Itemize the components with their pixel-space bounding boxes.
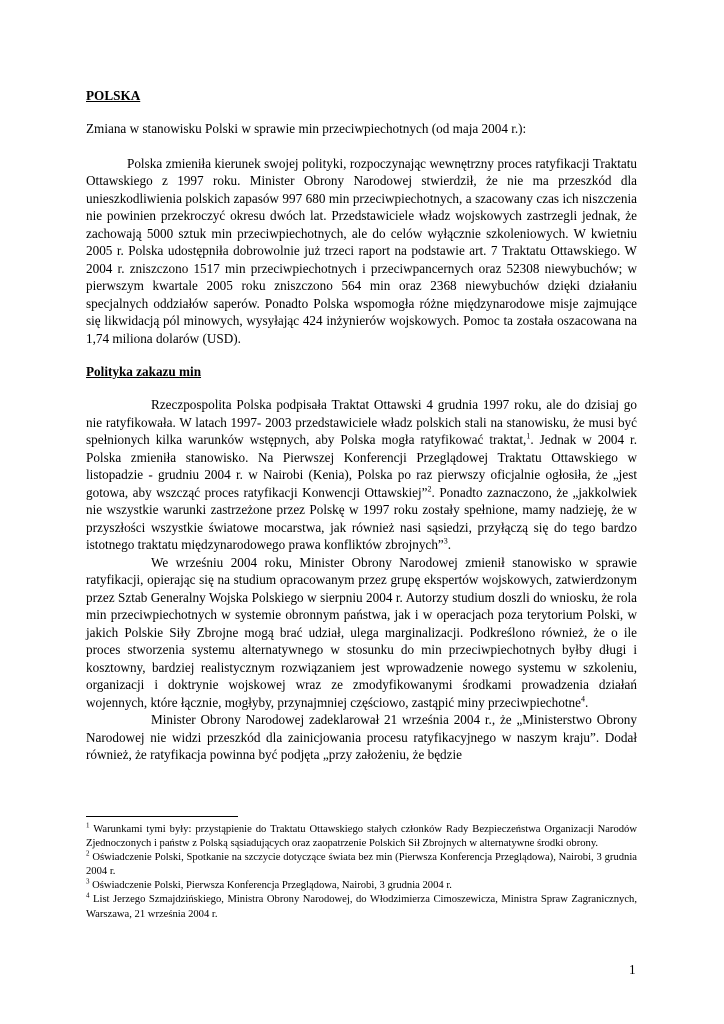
footnote-ref-1[interactable]: 1 [526, 431, 531, 441]
text-run: We wrześniu 2004 roku, Minister Obrony Narodowej zmienił stanowisko w sprawie ratyfikacji, opierając się na studium opracowanym przez grupę ekspertów wojskowych, zatwierdzonym przez Sztab Generalny Wojska Polskiego w sierpniu 2004 r. Autorzy studium doszli do wniosku, że rola min przeciwpiechotnych w systemie obronnym państwa, jak i w operacjach poza terytorium Polski, w jakich Polskie Siły Zbrojne mogą brać udział, ulega marginalizacji. Podkreślono również, że o ile proces stworzenia systemu alternatywnego w stosunku do min przeciwpiechotnych byłby długi i kosztowny, bardziej realistycznym rozwiązaniem jest wprowadzenie nowego systemu w szkoleniu, organizacji i doktrynie wojskowej wraz ze zmodyfikowanymi środkami prowadzenia działań wojennych, które łącznie, mogłyby, przynajmniej częściowo, zastąpić miny przeciwpiechotne [86, 554, 637, 710]
footnote-1 [86, 823, 637, 851]
text-run: . [447, 537, 452, 552]
footnote-divider [86, 816, 238, 817]
footnote-text: List Jerzego Szmajdzińskiego, Ministra Obrony Narodowej, do Włodzimierza Cimoszewicza, Ministra Spraw Zagranicznych, Warszawa, 21 września 2004 r. [86, 894, 637, 920]
footnote-4 [86, 893, 637, 921]
body-text [86, 87, 637, 764]
footnote-number: 4 [86, 891, 90, 900]
paragraph-4: Minister Obrony Narodowej zadeklarował 21 września 2004 r., że „Ministerstwo Obrony Narodowej nie widzi przeszkód dla zainicjowania procesu ratyfikacyjnego w naszym kraju”. Dodał również, że ratyfikacja powinna być podjęta „przy założeniu, że będzie [86, 712, 637, 762]
footnote-number: 3 [86, 877, 90, 886]
text-run: . Ponadto zaznaczono, że „jakkolwiek nie wszystkie warunki zastrzeżone przez Polskę w 1997 roku zostały spełnione, mamy nadzieję, że w przyszłości wszystkie światowe mocarstwa, jak również nasi sąsiedzi, przyłączą się do tego bardzo istotnego traktatu międzynarodowego prawa konfliktów zbrojnych” [86, 484, 637, 552]
footnote-text: Oświadczenie Polski, Spotkanie na szczycie dotyczące świata bez min (Pierwsza Konferencja Przeglądowa), Nairobi, 3 grudnia 2004 r. [86, 852, 637, 878]
footnote-text: Warunkami tymi były: przystąpienie do Traktatu Ottawskiego stałych członków Rady Bezpieczeństwa Organizacji Narodów Zjednoczonych i państw z Polską sąsiadujących oraz zaopatrzenie Polskich Sił Zbrojnych w alternatywne środki obrony. [86, 824, 637, 850]
footnotes [86, 823, 637, 922]
section-subtitle: Zmiana w stanowisku Polski w sprawie min przeciwpiechotnych (od maja 2004 r.): [86, 121, 527, 136]
text-run: Rzeczpospolita Polska podpisała Traktat Ottawski 4 grudnia 1997 roku, ale do dzisiaj go nie ratyfikowała. W latach 1997- 2003 przedstawiciele władz polskich stali na stanowisku, że musi być spełnionych kilka warunków wstępnych, aby Polska mogła ratyfikować traktat, [86, 397, 637, 447]
footnote-number: 2 [86, 849, 90, 858]
footnote-2 [86, 851, 637, 879]
section-heading-policy: Polityka zakazu min [86, 364, 202, 379]
footnote-number: 1 [86, 821, 90, 830]
paragraph-1: Polska zmieniła kierunek swojej polityki, rozpoczynając wewnętrzny proces ratyfikacji Traktatu Ottawskiego z 1997 roku. Minister Obrony Narodowej stwierdził, że nie ma przeszkód dla unieszkodliwienia polskich zapasów 997 680 min przeciwpiechotnych, a szacowany czas ich niszczenia nie powinien przekroczyć okresu dwóch lat. Przedstawiciele władz wojskowych zastrzegli jednak, że zachowają 5000 sztuk min przeciwpiechotnych, ale do celów wyłącznie szkoleniowych. W kwietniu 2005 r. Polska udostępniła dobrowolnie już trzeci raport na podstawie art. 7 Traktatu Ottawskiego. W 2004 r. zniszczono 1517 min przeciwpiechotnych i przeciwpancernych oraz 52308 niewybuchów; w pierwszym kwartale 2005 roku zniszczono 564 min oraz 2368 niewybuchów dzięki działaniu specjalnych oddziałów saperów. Ponadto Polska wspomogła różne międzynarodowe misje zajmujące się likwidacją pól minowych, wysyłając 424 inżynierów wojskowych. Pomoc ta została oszacowana na 1,74 miliona dolarów (USD). [86, 155, 637, 346]
footnote-ref-4[interactable]: 4 [580, 694, 585, 704]
page-number: 1 [629, 962, 636, 977]
footnote-ref-2[interactable]: 2 [427, 484, 432, 494]
section-heading-polska: POLSKA [86, 88, 141, 103]
text-run: . [584, 694, 589, 710]
footnote-text: Oświadczenie Polski, Pierwsza Konferencja Przeglądowa, Nairobi, 3 grudnia 2004 r. [89, 880, 452, 892]
paragraph-3 [86, 554, 637, 712]
footnote-ref-3[interactable]: 3 [443, 536, 448, 546]
paragraph-2 [86, 396, 637, 554]
footnote-3 [86, 879, 637, 893]
text-run: . Jednak w 2004 r. Polska zmieniła stanowisko. Na Pierwszej Konferencji Przeglądowej Traktatu Ottawskiego w listopadzie - grudniu 2004 r. w Nairobi (Kenia), Polska po raz pierwszy oficjalnie ogłosiła, że „jest gotowa, aby wszcząć proces ratyfikacji Konwencji Ottawskiej” [86, 432, 637, 500]
